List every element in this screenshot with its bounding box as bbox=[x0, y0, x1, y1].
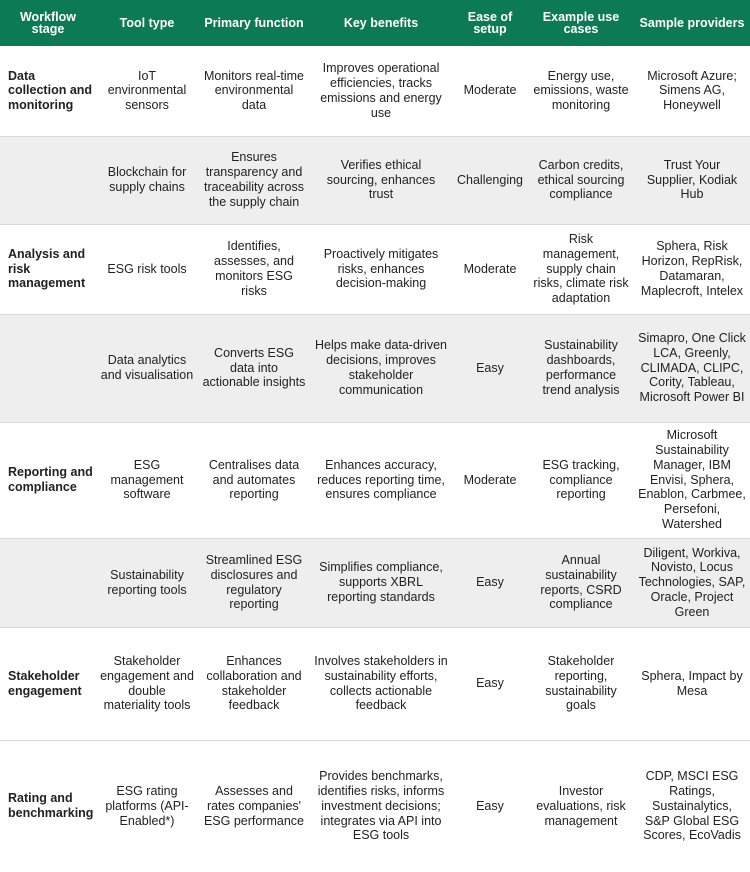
cell-use-cases: Stakeholder reporting, sustainability goals bbox=[528, 627, 634, 740]
cell-primary-function: Centralises data and automates reporting bbox=[198, 422, 310, 538]
cell-key-benefits: Involves stakeholders in sustainability efforts, collects actionable feedback bbox=[310, 627, 452, 740]
cell-providers: Trust Your Supplier, Kodiak Hub bbox=[634, 136, 750, 224]
cell-ease-of-setup: Easy bbox=[452, 314, 528, 422]
table-row bbox=[0, 627, 750, 740]
table-body bbox=[0, 46, 750, 872]
cell-primary-function: Assesses and rates companies' ESG performance bbox=[203, 784, 305, 828]
cell-stage bbox=[0, 538, 96, 627]
cell-tool-type: IoT environmental sensors bbox=[96, 46, 198, 136]
cell-use-cases: Risk management, supply chain risks, climate risk adaptation bbox=[528, 224, 634, 314]
cell-key-benefits: Helps make data-driven decisions, improves stakeholder communication bbox=[310, 314, 452, 422]
cell-ease-of-setup: Easy bbox=[452, 627, 528, 740]
cell-providers: CDP, MSCI ESG Ratings, Sustainalytics, S&P Global ESG Scores, EcoVadis bbox=[643, 769, 741, 843]
header-tool-type: Tool type bbox=[96, 0, 198, 46]
cell-stage bbox=[0, 136, 96, 224]
cell-key-benefits: Proactively mitigates risks, enhances decision-making bbox=[310, 224, 452, 314]
cell-tool-type: ESG risk tools bbox=[96, 224, 198, 314]
cell-primary-function: Enhances collaboration and stakeholder feedback bbox=[198, 627, 310, 740]
header-row bbox=[0, 0, 750, 46]
table-row bbox=[0, 46, 750, 136]
table-row bbox=[0, 422, 750, 538]
table-row bbox=[0, 224, 750, 314]
table-row bbox=[0, 136, 750, 224]
cell-key-benefits: Verifies ethical sourcing, enhances trust bbox=[310, 136, 452, 224]
cell-use-cases: Investor evaluations, risk management bbox=[536, 784, 626, 828]
cell-stage: Rating and benchmarking bbox=[8, 791, 94, 821]
cell-primary-function: Monitors real-time environmental data bbox=[198, 46, 310, 136]
header-primary-function: Primary function bbox=[198, 0, 310, 46]
cell-providers: Sphera, Impact by Mesa bbox=[634, 627, 750, 740]
cell-key-benefits: Improves operational efficiencies, tracks emissions and energy use bbox=[310, 46, 452, 136]
cell-stage: Analysis and risk management bbox=[0, 224, 96, 314]
cell-ease-of-setup: Easy bbox=[452, 538, 528, 627]
cell-stage bbox=[0, 314, 96, 422]
cell-tool-type: Data analytics and visualisation bbox=[96, 314, 198, 422]
cell-stage: Data collection and monitoring bbox=[0, 46, 96, 136]
cell-use-cases: Sustainability dashboards, performance trend analysis bbox=[528, 314, 634, 422]
cell-providers: Sphera, Risk Horizon, RepRisk, Datamaran, Maplecroft, Intelex bbox=[634, 224, 750, 314]
cell-use-cases: Carbon credits, ethical sourcing compliance bbox=[528, 136, 634, 224]
cell-providers: Microsoft Sustainability Manager, IBM Envisi, Sphera, Enablon, Carbmee, Persefoni, Watershed bbox=[634, 422, 750, 538]
header-workflow-stage: Workflow stage bbox=[0, 0, 96, 46]
cell-primary-function: Converts ESG data into actionable insights bbox=[198, 314, 310, 422]
header-ease-of-setup: Ease of setup bbox=[452, 0, 528, 46]
cell-use-cases: Energy use, emissions, waste monitoring bbox=[528, 46, 634, 136]
cell-use-cases: Annual sustainability reports, CSRD compliance bbox=[528, 538, 634, 627]
cell-providers: Diligent, Workiva, Novisto, Locus Technologies, SAP, Oracle, Project Green bbox=[634, 538, 750, 627]
table-row bbox=[0, 538, 750, 627]
cell-tool-type: Stakeholder engagement and double materiality tools bbox=[96, 627, 198, 740]
cell-tool-type: Sustainability reporting tools bbox=[96, 538, 198, 627]
cell-tool-type: Blockchain for supply chains bbox=[96, 136, 198, 224]
cell-ease-of-setup: Easy bbox=[476, 798, 504, 813]
cell-ease-of-setup: Challenging bbox=[452, 136, 528, 224]
cell-ease-of-setup: Moderate bbox=[452, 46, 528, 136]
table-row bbox=[0, 314, 750, 422]
cell-key-benefits: Enhances accuracy, reduces reporting time, ensures compliance bbox=[310, 422, 452, 538]
cell-key-benefits: Simplifies compliance, supports XBRL reporting standards bbox=[310, 538, 452, 627]
cell-primary-function: Identifies, assesses, and monitors ESG risks bbox=[198, 224, 310, 314]
header-key-benefits: Key benefits bbox=[310, 0, 452, 46]
cell-primary-function: Streamlined ESG disclosures and regulatory reporting bbox=[198, 538, 310, 627]
table-row bbox=[0, 740, 750, 872]
cell-providers: Microsoft Azure; Simens AG, Honeywell bbox=[634, 46, 750, 136]
cell-ease-of-setup: Moderate bbox=[452, 224, 528, 314]
cell-tool-type: ESG management software bbox=[96, 422, 198, 538]
cell-use-cases: ESG tracking, compliance reporting bbox=[528, 422, 634, 538]
header-example-use-cases: Example use cases bbox=[528, 0, 634, 46]
cell-primary-function: Ensures transparency and traceability across the supply chain bbox=[198, 136, 310, 224]
cell-stage: Reporting and compliance bbox=[0, 422, 96, 538]
cell-stage: Stakeholder engagement bbox=[0, 627, 96, 740]
cell-ease-of-setup: Moderate bbox=[452, 422, 528, 538]
header-sample-providers: Sample providers bbox=[634, 0, 750, 46]
cell-providers: Simapro, One Click LCA, Greenly, CLIMADA, CLIPC, Cority, Tableau, Microsoft Power BI bbox=[634, 314, 750, 422]
table-header bbox=[0, 0, 750, 46]
cell-key-benefits: Provides benchmarks, identifies risks, informs investment decisions; integrates via API into ESG tools bbox=[317, 769, 445, 843]
cell-tool-type: ESG rating platforms (API-Enabled*) bbox=[105, 784, 189, 828]
